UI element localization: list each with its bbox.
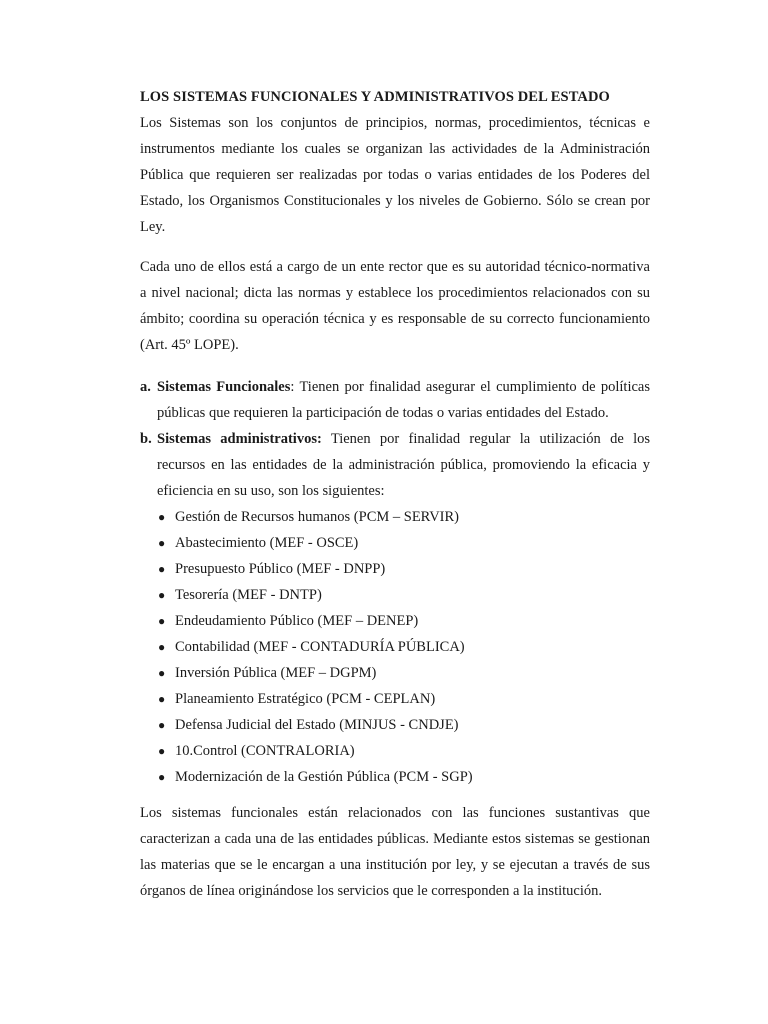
bullet-icon: ● [158, 536, 166, 550]
closing-paragraph: Los sistemas funcionales están relacionados con las funciones sustantivas que caracterizan a cada una de las entidades públicas. Mediante estos sistemas se gestionan las materias que se le encargan a una institución por ley, y se ejecutan a través de sus órganos de línea originándose los servicios que le corresponden a la institución. [140, 805, 650, 899]
list-item [158, 608, 650, 634]
item-term: Sistemas administrativos: [157, 431, 322, 447]
list-item [158, 634, 650, 660]
bullet-icon: ● [158, 666, 166, 680]
list-item-text: Inversión Pública (MEF – DGPM) [175, 665, 377, 681]
item-term: Sistemas Funcionales [157, 379, 291, 395]
item-letter: a. [140, 379, 151, 395]
administrative-systems-list [140, 504, 650, 790]
bullet-icon: ● [158, 614, 166, 628]
item-text [157, 426, 650, 504]
list-item [158, 764, 650, 790]
lettered-list [140, 374, 650, 790]
item-description: Tienen por finalidad asegurar el cumplimiento de políticas públicas que requieren la participación de todas o varias entidades del Estado. [157, 379, 651, 421]
bullet-icon: ● [158, 640, 166, 654]
document-title: LOS SISTEMAS FUNCIONALES Y ADMINISTRATIVOS DEL ESTADO [140, 89, 610, 105]
list-item-text: Gestión de Recursos humanos (PCM – SERVIR) [175, 509, 459, 525]
list-item-text: Abastecimiento (MEF - OSCE) [175, 535, 359, 551]
list-item [158, 530, 650, 556]
list-item [158, 738, 650, 764]
list-item [158, 712, 650, 738]
list-item [158, 582, 650, 608]
rector-paragraph: Cada uno de ellos está a cargo de un ente rector que es su autoridad técnico-normativa a nivel nacional; dicta las normas y establece los procedimientos relacionados con su ámbito; coordina su operación técnica y es responsable de su correcto funcionamiento (Art. 45º LOPE). [140, 259, 650, 353]
list-item [158, 660, 650, 686]
bullet-icon: ● [158, 718, 166, 732]
bullet-icon: ● [158, 562, 166, 576]
list-item-text: Endeudamiento Público (MEF – DENEP) [175, 613, 419, 629]
list-item [158, 556, 650, 582]
item-letter: b. [140, 431, 152, 447]
list-item-text: Modernización de la Gestión Pública (PCM - SGP) [175, 769, 473, 785]
list-item-text: Planeamiento Estratégico (PCM - CEPLAN) [175, 691, 436, 707]
list-item-text: Contabilidad (MEF - CONTADURÍA PÚBLICA) [175, 639, 465, 655]
item-separator: : [290, 379, 295, 395]
list-item [158, 504, 650, 530]
bullet-icon: ● [158, 692, 166, 706]
list-item-text: Presupuesto Público (MEF - DNPP) [175, 561, 386, 577]
bullet-icon: ● [158, 770, 166, 784]
lettered-item-b [140, 426, 650, 504]
item-description: Tienen por finalidad regular la utilización de los recursos en las entidades de la administración pública, promoviendo la eficacia y eficiencia en su uso, son los siguientes: [157, 431, 650, 499]
list-item [158, 686, 650, 712]
list-item-text: 10.Control (CONTRALORIA) [175, 743, 355, 759]
bullet-icon: ● [158, 588, 166, 602]
item-text [157, 374, 650, 426]
bullet-icon: ● [158, 744, 166, 758]
list-item-text: Tesorería (MEF - DNTP) [175, 587, 322, 603]
intro-paragraph: Los Sistemas son los conjuntos de principios, normas, procedimientos, técnicas e instrumentos mediante los cuales se organizan las actividades de la Administración Pública que requieren ser realizadas por todas o varias entidades de los Poderes del Estado, los Organismos Constitucionales y los niveles de Gobierno. Sólo se crean por Ley. [140, 115, 650, 235]
lettered-item-a [140, 374, 650, 426]
list-item-text: Defensa Judicial del Estado (MINJUS - CNDJE) [175, 717, 459, 733]
bullet-icon: ● [158, 510, 166, 524]
document-body [140, 84, 650, 904]
